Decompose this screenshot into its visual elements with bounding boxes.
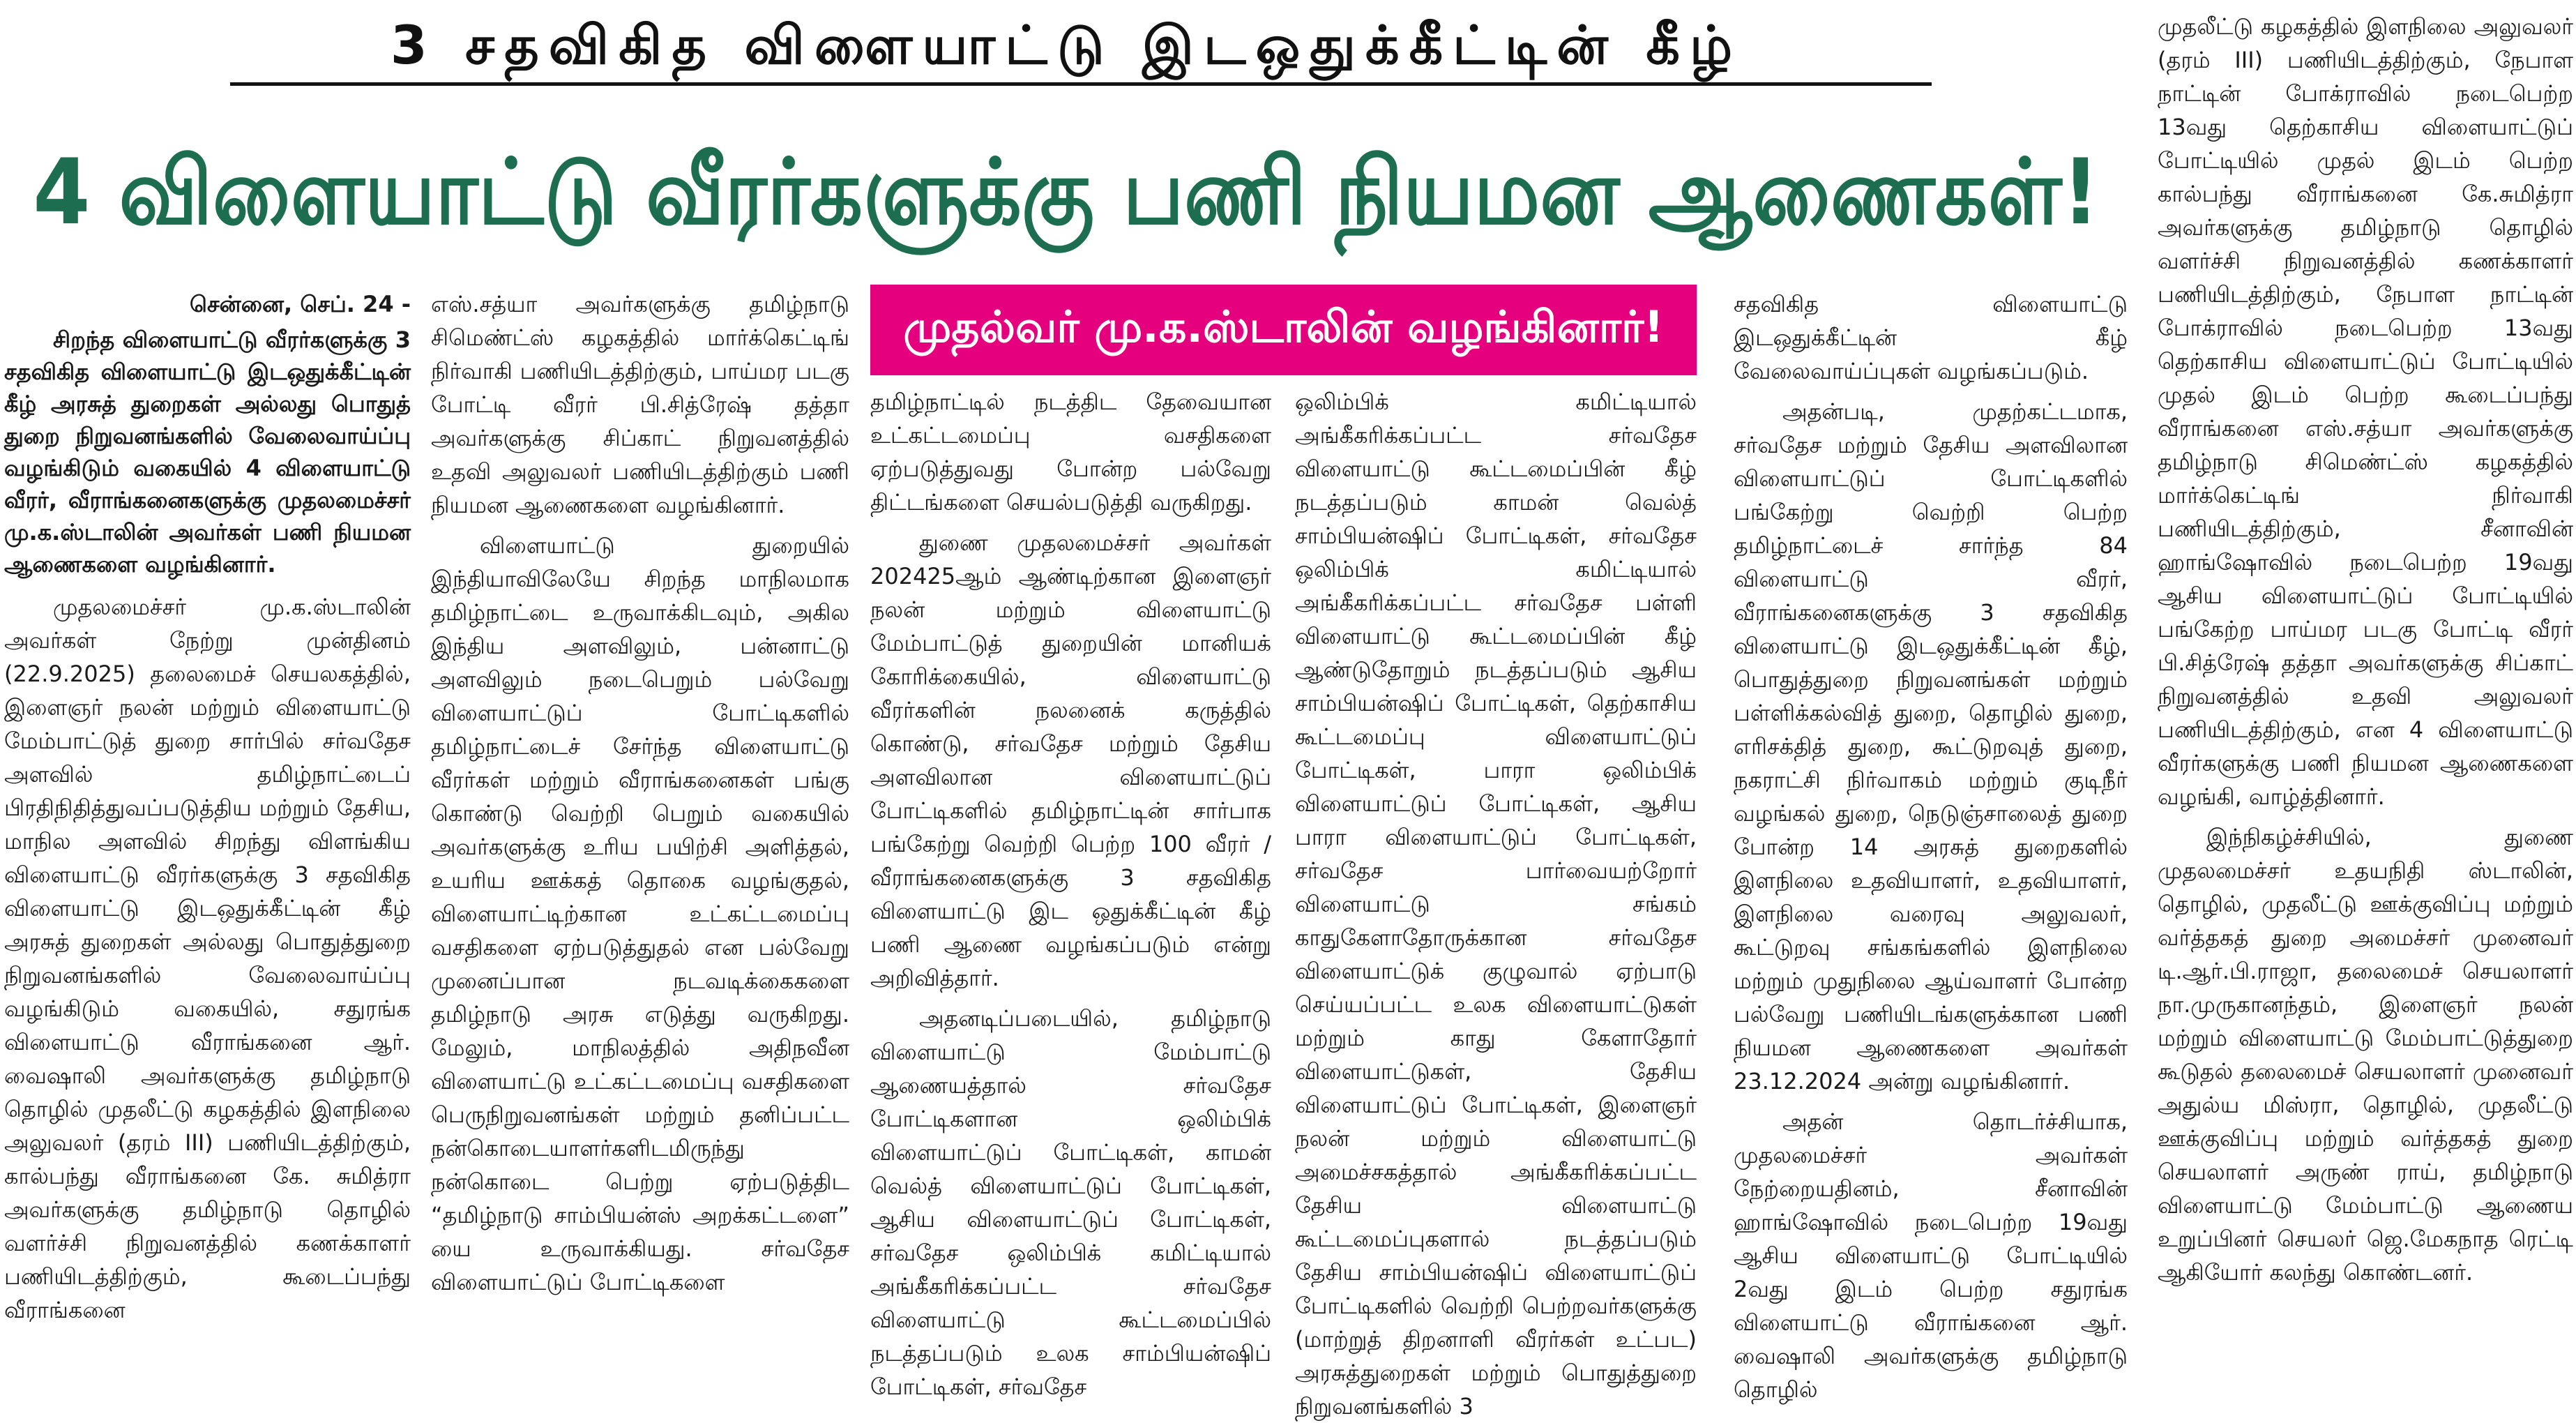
paragraph: தமிழ்நாட்டில் நடத்திட தேவையான உட்கட்டமைப்பு வசதிகளை ஏற்படுத்துவது போன்ற பல்வேறு திட்டங்களை செயல்படுத்தி வருகிறது.	[870, 389, 1271, 515]
lead-paragraph: சிறந்த விளையாட்டு வீரர்களுக்கு 3 சதவிகித விளையாட்டு இடஒதுக்கீட்டின் கீழ் அரசுத் துறைகள் அல்லது பொதுத் துறை நிறுவனங்களில் வேலைவாய்ப்பு வழங்கிடும் வகையில் 4 விளையாட்டு வீரர், வீராங்கனைகளுக்கு முதலமைச்சர் மு.க.ஸ்டாலின் அவர்கள் பணி நியமன ஆணைகளை வழங்கினார்.	[4, 326, 411, 578]
paragraph: முதலீட்டு கழகத்தில் இளநிலை அலுவலர் (தரம் III) பணியிடத்திற்கும், நேபாள நாட்டின் போக்ராவில் நடைபெற்ற 13வது தெற்காசிய விளையாட்டுப் போட்டியில் முதல் இடம் பெற்ற கால்பந்து வீராங்கனை கே.சுமித்ரா அவர்களுக்கு தமிழ்நாடு தொழில் வளர்ச்சி நிறுவனத்தில் கணக்காளர் பணியிடத்திற்கும், நேபாள நாட்டின் போக்ராவில் நடைபெற்ற 13வது தெற்காசிய விளையாட்டுப் போட்டியில் முதல் இடம் பெற்ற கூடைப்பந்து வீராங்கனை எஸ்.சத்யா அவர்களுக்கு தமிழ்நாடு சிமெண்ட்ஸ் கழகத்தில் மார்க்கெட்டிங் நிர்வாகி பணியிடத்திற்கும், சீனாவின் ஹாங்ஷோவில் நடைபெற்ற 19வது ஆசிய விளையாட்டுப் போட்டியில் பங்கேற்ற பாய்மர படகு போட்டி வீரர் பி.சித்ரேஷ் தத்தா அவர்களுக்கு சிப்காட் நிறுவனத்தில் உதவி அலுவலர் பணியிடத்திற்கும், என 4 விளையாட்டு வீரர்களுக்கு பணி நியமன ஆணைகளை வழங்கி, வாழ்த்தினார்.	[2158, 13, 2573, 810]
article-column-4	[1295, 385, 1697, 1420]
paragraph: இந்நிகழ்ச்சியில், துணை முதலமைச்சர் உதயநிதி ஸ்டாலின், தொழில், முதலீட்டு ஊக்குவிப்பு மற்றும் வர்த்தகத் துறை அமைச்சர் முனைவர் டி.ஆர்.பி.ராஜா, தலைமைச் செயலாளர் நா.முருகானந்தம், இளைஞர் நலன் மற்றும் விளையாட்டு மேம்பாட்டுத்துறை கூடுதல் தலைமைச் செயலாளர் முனைவர் அதுல்ய மிஸ்ரா, தொழில், முதலீட்டு ஊக்குவிப்பு மற்றும் வர்த்தகத் துறை செயலாளர் அருண் ராய், தமிழ்நாடு விளையாட்டு மேம்பாட்டு ஆணைய உறுப்பினர் செயலர் ஜெ.மேகநாத ரெட்டி ஆகியோர் கலந்து கொண்டனர்.	[2158, 824, 2573, 1286]
dateline: சென்னை, செப். 24 -	[190, 291, 411, 317]
headline-kicker: 3 சதவிகித விளையாட்டு இடஒதுக்கீட்டின் கீழ்	[390, 14, 1743, 76]
paragraph: எஸ்.சத்யா அவர்களுக்கு தமிழ்நாடு சிமெண்ட்ஸ் கழகத்தில் மார்க்கெட்டிங் நிர்வாகி பணியிடத்திற்கும், பாய்மர படகு போட்டி வீரர் பி.சித்ரேஷ் தத்தா அவர்களுக்கு சிப்காட் நிறுவனத்தில் உதவி அலுவலர் பணியிடத்திற்கும் பணி நியமன ஆணைகளை வழங்கினார்.	[431, 291, 849, 518]
paragraph: சதவிகித விளையாட்டு இடஒதுக்கீட்டின் கீழ் வேலைவாய்ப்புகள் வழங்கப்படும்.	[1734, 291, 2128, 384]
article-column-1	[4, 287, 411, 1323]
paragraph: துணை முதலமைச்சர் அவர்கள் 202425ஆம் ஆண்டிற்கான இளைஞர் நலன் மற்றும் விளையாட்டு மேம்பாட்டுத் துறையின் மானியக் கோரிக்கையில், விளையாட்டு வீரர்களின் நலனைக் கருத்தில் கொண்டு, சர்வதேச மற்றும் தேசிய அளவிலான விளையாட்டுப் போட்டிகளில் தமிழ்நாட்டின் சார்பாக பங்கேற்று வெற்றி பெற்ற 100 வீரர் / வீராங்கனைகளுக்கு 3 சதவிகித விளையாட்டு இட ஒதுக்கீட்டின் கீழ் பணி ஆணை வழங்கப்படும் என்று அறிவித்தார்.	[870, 529, 1272, 991]
paragraph: ஒலிம்பிக் கமிட்டியால் அங்கீகரிக்கப்பட்ட சர்வதேச விளையாட்டு கூட்டமைப்பின் கீழ் நடத்தப்படும் காமன் வெல்த் சாம்பியன்ஷிப் போட்டிகள், சர்வதேச ஒலிம்பிக் கமிட்டியால் அங்கீகரிக்கப்பட்ட சர்வதேச பள்ளி விளையாட்டு கூட்டமைப்பின் கீழ் ஆண்டுதோறும் நடத்தப்படும் ஆசிய சாம்பியன்ஷிப் போட்டிகள், தெற்காசிய கூட்டமைப்பு விளையாட்டுப் போட்டிகள், பாரா ஒலிம்பிக் விளையாட்டுப் போட்டிகள், ஆசிய பாரா விளையாட்டுப் போட்டிகள், சர்வதேச பார்வையற்றோர் விளையாட்டு சங்கம் காதுகேளாதோருக்கான சர்வதேச விளையாட்டுக் குழுவால் ஏற்பாடு செய்யப்பட்ட உலக விளையாட்டுகள் மற்றும் காது கேளாதோர் விளையாட்டுகள், தேசிய விளையாட்டுப் போட்டிகள், இளைஞர் நலன் மற்றும் விளையாட்டு அமைச்சகத்தால் அங்கீகரிக்கப்பட்ட தேசிய விளையாட்டு கூட்டமைப்புகளால் நடத்தப்படும் தேசிய சாம்பியன்ஷிப் விளையாட்டுப் போட்டிகளில் வெற்றி பெற்றவர்களுக்கு (மாற்றுத் திறனாளி வீரர்கள் உட்பட) அரசுத்துறைகள் மற்றும் பொதுத்துறை நிறுவனங்களில் 3	[1295, 389, 1697, 1420]
article-column-6	[2158, 10, 2573, 1286]
paragraph: அதன்படி, முதற்கட்டமாக, சர்வதேச மற்றும் தேசிய அளவிலான விளையாட்டுப் போட்டிகளில் பங்கேற்று வெற்றி பெற்ற தமிழ்நாட்டைச் சார்ந்த 84 விளையாட்டு வீரர், வீராங்கனைகளுக்கு 3 சதவிகித விளையாட்டு இடஒதுக்கீட்டின் கீழ், பொதுத்துறை நிறுவனங்கள் மற்றும் பள்ளிக்கல்வித் துறை, தொழில் துறை, எரிசக்தித் துறை, கூட்டுறவுத் துறை, நகராட்சி நிர்வாகம் மற்றும் குடிநீர் வழங்கல் துறை, நெடுஞ்சாலைத் துறை போன்ற 14 அரசுத் துறைகளில் இளநிலை உதவியாளர், உதவியாளர், இளநிலை வரைவு அலுவலர், கூட்டுறவு சங்கங்களில் இளநிலை மற்றும் முதுநிலை ஆய்வாளர் போன்ற பல்வேறு பணியிடங்களுக்கான பணி நியமன ஆணைகளை அவர்கள் 23.12.2024 அன்று வழங்கினார்.	[1734, 398, 2128, 1094]
article-column-2	[431, 287, 849, 1295]
subheadline-banner	[870, 285, 1697, 375]
paragraph: விளையாட்டு துறையில் இந்தியாவிலேயே சிறந்த மாநிலமாக தமிழ்நாட்டை உருவாக்கிடவும், அகில இந்திய அளவிலும், பன்னாட்டு அளவிலும் நடைபெறும் பல்வேறு விளையாட்டுப் போட்டிகளில் தமிழ்நாட்டைச் சேர்ந்த விளையாட்டு வீரர்கள் மற்றும் வீராங்கனைகள் பங்கு கொண்டு வெற்றி பெறும் வகையில் அவர்களுக்கு உரிய பயிற்சி அளித்தல், உயரிய ஊக்கத் தொகை வழங்குதல், விளையாட்டிற்கான உட்கட்டமைப்பு வசதிகளை ஏற்படுத்துதல் என பல்வேறு முனைப்பான நடவடிக்கைகளை தமிழ்நாடு அரசு எடுத்து வருகிறது. மேலும், மாநிலத்தில் அதிநவீன விளையாட்டு உட்கட்டமைப்பு வசதிகளை பெருநிறுவனங்கள் மற்றும் தனிப்பட்ட நன்கொடையாளர்களிடமிருந்து நன்கொடை பெற்று ஏற்படுத்திட “தமிழ்நாடு சாம்பியன்ஸ் அறக்கட்டளை” யை உருவாக்கியது. சர்வதேச விளையாட்டுப் போட்டிகளை	[431, 532, 849, 1295]
banner-text: முதல்வர் மு.க.ஸ்டாலின் வழங்கினார்!	[903, 301, 1664, 352]
kicker-underline	[230, 82, 1932, 86]
article-column-5	[1734, 287, 2128, 1403]
paragraph: அதனடிப்படையில், தமிழ்நாடு விளையாட்டு மேம்பாட்டு ஆணையத்தால் சர்வதேச போட்டிகளான ஒலிம்பிக் விளையாட்டுப் போட்டிகள், காமன் வெல்த் விளையாட்டுப் போட்டிகள், ஆசிய விளையாட்டுப் போட்டிகள், சர்வதேச ஒலிம்பிக் கமிட்டியால் அங்கீகரிக்கப்பட்ட சர்வதேச விளையாட்டு கூட்டமைப்பில் நடத்தப்படும் உலக சாம்பியன்ஷிப் போட்டிகள், சர்வதேச	[870, 1005, 1271, 1400]
paragraph: முதலமைச்சர் மு.க.ஸ்டாலின் அவர்கள் நேற்று முன்தினம் (22.9.2025) தலைமைச் செயலகத்தில், இளைஞர் நலன் மற்றும் விளையாட்டு மேம்பாட்டுத் துறை சார்பில் சர்வதேச அளவில் தமிழ்நாட்டைப் பிரதிநிதித்துவப்படுத்திய மற்றும் தேசிய, மாநில அளவில் சிறந்து விளங்கிய விளையாட்டு வீரர்களுக்கு 3 சதவிகித விளையாட்டு இடஒதுக்கீட்டின் கீழ் அரசுத் துறைகள் அல்லது பொதுத்துறை நிறுவனங்களில் வேலைவாய்ப்பு வழங்கிடும் வகையில், சதுரங்க விளையாட்டு வீராங்கனை ஆர். வைஷாலி அவர்களுக்கு தமிழ்நாடு தொழில் முதலீட்டு கழகத்தில் இளநிலை அலுவலர் (தரம் III) பணியிடத்திற்கும், கால்பந்து வீராங்கனை கே. சுமித்ரா அவர்களுக்கு தமிழ்நாடு தொழில் வளர்ச்சி நிறுவனத்தில் கணக்காளர் பணியிடத்திற்கும், கூடைப்பந்து வீராங்கனை	[4, 594, 411, 1323]
headline: 4 விளையாட்டு வீரர்களுக்கு பணி நியமன ஆணைகள்!	[33, 139, 2100, 245]
article-column-3	[870, 385, 1272, 1400]
paragraph: அதன் தொடர்ச்சியாக, முதலமைச்சர் அவர்கள் நேற்றையதினம், சீனாவின் ஹாங்ஷோவில் நடைபெற்ற 19வது ஆசிய விளையாட்டு போட்டியில் 2வது இடம் பெற்ற சதுரங்க விளையாட்டு வீராங்கனை ஆர். வைஷாலி அவர்களுக்கு தமிழ்நாடு தொழில்	[1734, 1108, 2128, 1403]
